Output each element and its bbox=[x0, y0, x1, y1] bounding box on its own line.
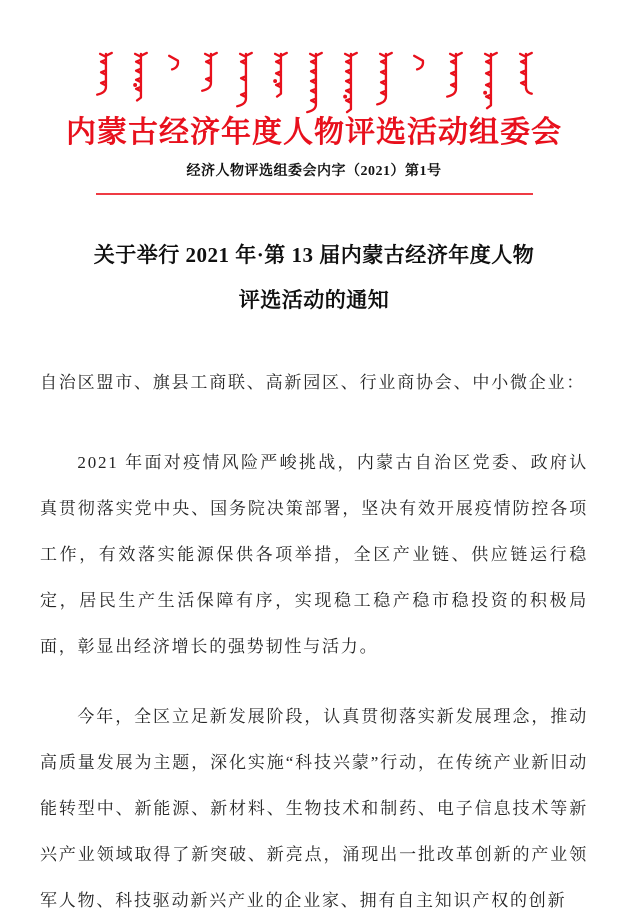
mongolian-glyph bbox=[130, 50, 148, 116]
document-title-line1: 关于举行 2021 年·第 13 届内蒙古经济年度人物 bbox=[93, 243, 535, 267]
mongolian-script bbox=[0, 50, 628, 116]
doc-number: 经济人物评选组委会内字（2021）第1号 bbox=[186, 164, 442, 179]
mongolian-glyph bbox=[165, 50, 183, 116]
mongolian-glyph bbox=[200, 50, 218, 116]
header-rule bbox=[96, 193, 533, 195]
mongolian-glyph bbox=[480, 50, 498, 116]
document-title-line2: 评选活动的通知 bbox=[238, 288, 390, 312]
mongolian-glyph bbox=[340, 50, 358, 116]
body-paragraph: 今年，全区立足新发展阶段，认真贯彻落实新发展理念，推动高质量发展为主题，深化实施“科技兴蒙”行动，在传统产业新旧动能转型中、新能源、新材料、生物技术和制药、电子信息技术等新兴产业领域取得了新突破、新亮点，涌现出一批改革创新的产业领军人物、科技驱动新兴产业的企业家、拥有自主知识产权的创新 bbox=[40, 707, 588, 910]
mongolian-glyph bbox=[235, 50, 253, 116]
document-body bbox=[40, 360, 588, 916]
mongolian-glyph bbox=[95, 50, 113, 116]
mongolian-glyph bbox=[410, 50, 428, 116]
mongolian-glyph bbox=[270, 50, 288, 116]
salutation: 自治区盟市、旗县工商联、高新园区、行业商协会、中小微企业： bbox=[40, 373, 586, 392]
mongolian-glyph bbox=[375, 50, 393, 116]
org-title: 内蒙古经济年度人物评选活动组委会 bbox=[66, 116, 562, 149]
mongolian-glyph bbox=[305, 50, 323, 116]
body-paragraph: 2021 年面对疫情风险严峻挑战，内蒙古自治区党委、政府认真贯彻落实党中央、国务院决策部署，坚决有效开展疫情防控各项工作，有效落实能源保供各项举措，全区产业链、供应链运行稳定，居民生产生活保障有序，实现稳工稳产稳市稳投资的积极局面，彰显出经济增长的强势韧性与活力。 bbox=[40, 453, 588, 656]
document-title bbox=[0, 233, 628, 323]
mongolian-glyph bbox=[515, 50, 533, 116]
mongolian-glyph bbox=[445, 50, 463, 116]
letterhead bbox=[0, 0, 628, 195]
